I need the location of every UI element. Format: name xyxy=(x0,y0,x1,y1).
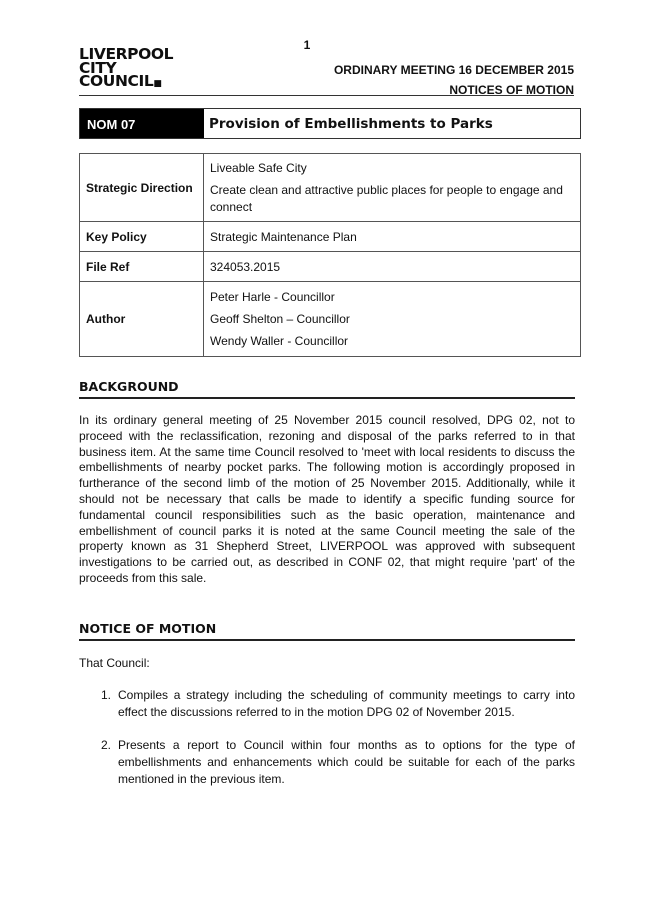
notice-of-motion-heading: NOTICE OF MOTION xyxy=(79,621,575,641)
logo-line-3 xyxy=(79,72,173,92)
document-header xyxy=(334,60,574,100)
strategic-direction-label: Strategic Direction xyxy=(80,154,204,222)
motion-item-2-text: Presents a report to Council within four months as to options for the type of embellishments and enhancements which could be suitable for each of the parks mentioned in the previous item. xyxy=(118,738,575,786)
key-policy-value: Strategic Maintenance Plan xyxy=(204,222,581,252)
header-divider xyxy=(79,95,574,96)
logo-line-2: CITY xyxy=(79,58,117,77)
file-ref-label: File Ref xyxy=(80,252,204,282)
table-row-author xyxy=(80,282,581,357)
background-heading: BACKGROUND xyxy=(79,379,575,399)
logo-mark-icon: ■ xyxy=(153,79,162,89)
section-title: NOTICES OF MOTION xyxy=(449,83,574,97)
notice-details-table xyxy=(79,153,581,357)
author-line-3: Wendy Waller - Councillor xyxy=(210,333,349,348)
file-ref-value: 324053.2015 xyxy=(204,252,581,282)
logo-line-3-text: COUNCIL xyxy=(79,72,154,90)
background-paragraph: In its ordinary general meeting of 25 November 2015 council resolved, DPG 02, not to proceed with the reclassification, rezoning and disposal of the parks referred to in that business item. At the same time Council resolved to 'meet with local residents to discuss the embellishments of nearby pocket parks. The following motion is accordingly proposed in furtherance of the second limb of the motion of 25 November 2015. Additionally, while it should not be necessary that calls be made to identify a specific funding source for fundamental council responsibilities such as the basic operation, maintenance and embellishment of council parks it is noted at the same Council meeting the sale of the property known as 31 Shepherd Street, LIVERPOOL was approved with subsequent investigations to be carried out, as described in CONF 02, that might require 'part' of the proceeds from this sale. xyxy=(79,413,575,585)
strategic-direction-line-2: Create clean and attractive public places for people to engage and connect xyxy=(210,182,563,214)
notice-title: Provision of Embellishments to Parks xyxy=(209,116,493,132)
table-row-strategic-direction xyxy=(80,154,581,222)
key-policy-label: Key Policy xyxy=(80,222,204,252)
notice-code: NOM 07 xyxy=(80,109,204,138)
notice-of-motion-section xyxy=(79,621,575,804)
motion-item-2 xyxy=(79,737,575,788)
motion-intro: That Council: xyxy=(79,656,150,670)
author-line-1: Peter Harle - Councillor xyxy=(210,289,335,304)
motion-list xyxy=(79,687,575,788)
motion-item-2-number: 2. xyxy=(100,738,111,752)
motion-item-1-number: 1. xyxy=(100,688,111,702)
author-line-2: Geoff Shelton – Councillor xyxy=(210,311,350,326)
motion-item-1 xyxy=(79,687,575,721)
page-number: 1 xyxy=(303,38,311,52)
logo-line-1: LIVERPOOL xyxy=(79,45,174,63)
strategic-direction-value xyxy=(204,154,581,222)
table-row-key-policy xyxy=(80,222,581,252)
notice-title-bar xyxy=(79,108,581,139)
strategic-direction-line-1: Liveable Safe City xyxy=(210,160,307,175)
motion-item-1-text: Compiles a strategy including the scheduling of community meetings to carry into effect the discussions referred to in the motion DPG 02 of November 2015. xyxy=(118,688,575,719)
author-label: Author xyxy=(80,282,204,357)
table-row-file-ref xyxy=(80,252,581,282)
background-section xyxy=(79,379,575,587)
author-value xyxy=(204,282,581,357)
meeting-title: ORDINARY MEETING 16 DECEMBER 2015 xyxy=(333,63,574,77)
council-logo xyxy=(79,45,174,92)
